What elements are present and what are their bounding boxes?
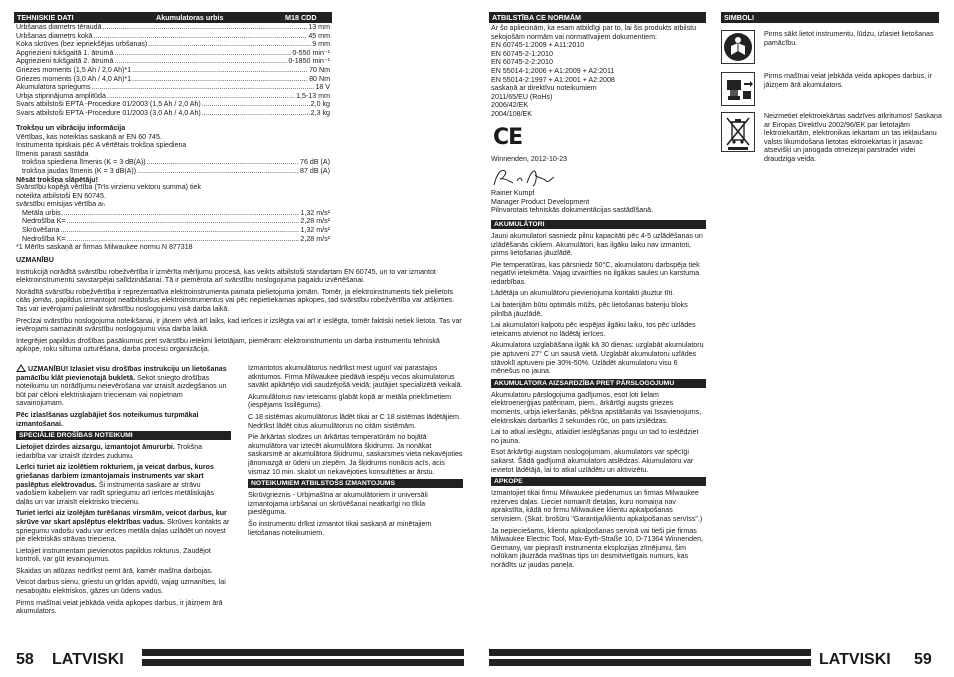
ce-directive: 2006/42/EK	[491, 101, 529, 110]
caution-paragraph: Integrējiet papildus drošības pasākumus pret svārstību ietekmi lietotājam, piemēram: elektroinstrumentu un darba instrumentu tehniskā apkope, roku siltuma uzturēšana, darba procesu organizācija.	[16, 336, 440, 354]
read-manual-icon	[721, 30, 755, 64]
noise-section	[16, 124, 330, 184]
footer-bar	[489, 649, 811, 656]
footer-bar	[142, 649, 464, 656]
ce-standard: EN 60745-2-1:2010	[491, 49, 553, 58]
battery-paragraph: C 18 sistēmas akumulātorus lādēt tikai ar C 18 sistēmas lādētājiem. Nedrīkst lādēt citus akumulātorus no citām sistēmām.	[248, 412, 461, 430]
caution-paragraph: Instrukcijā norādītā svārstību robežvērtība ir izmērīta mērījumu procesā, kas veikts atbilstoši standartam EN 60745, un to var izmantot elektroinstrumentu savstarpējai salīdzināšanai. Tā ir piemērota arī svārstību noslogojuma pagaidu izvērtēšanai.	[16, 267, 436, 285]
vibration-row: Nedrošība K= ..... 2,28 m/s²	[16, 217, 330, 226]
spec-header-title: TEHNISKIE DATI	[17, 13, 74, 22]
accu-paragraph: Akumulatora uzglabāšana ilgāk kā 30 dienas: uzglabāt akumulatoru pie aptuveni 27° C un sausā vietā. Uzglabāt akumulatoru uzlādes stāvoklī aptuveni pie 30%-50%. Uzlādēt akumulatoru visu 6 mēnešus no jauna.	[491, 341, 704, 376]
battery-remove-icon	[721, 72, 755, 106]
safety-rule: Lietojiet instrumentam pievienotos papildus rokturus. Zaudējot kontroli, var gūt ievainojumus.	[16, 546, 211, 564]
symbol-row	[721, 30, 939, 66]
service-paragraph: Izmantojiet tikai firmu Milwaukee piederumus un firmas Milwaukee rezerves daļas. Lieciet nomainīt detaļas, kuru nomaiņa nav aprakstīta, kādā no firmu Milwaukee klientu apkalpošanas servisiem. (Skat. brošūru "Garantija/klientu apkalpošanas servīss".)	[491, 489, 703, 523]
service-header: APKOPE	[491, 477, 706, 486]
vibration-row: Nedrošība K= ..... 2,28 m/s²	[16, 235, 330, 244]
ce-section	[491, 24, 706, 573]
signature	[491, 163, 706, 189]
signatory-name: Rainer Kumpf	[491, 189, 535, 198]
ear-protection-note: Nēsāt trokšņa slāpētāju!	[16, 175, 99, 184]
signatory-title: Manager Product Development	[491, 197, 590, 206]
spec-row: Apgriezieni tukšgaitā 1. ātrumā ..... 0-550 min⁻¹	[16, 49, 330, 58]
ce-standard: EN 55014-2:1997 + A1:2001 + A2:2008	[491, 75, 615, 84]
accu-paragraph: Jauni akumulatori sasniedz pilnu kapacitāti pēc 4-5 uzlādēšanas un izlādēšanās cikliem. Akumulātori, kas ilgāku laiku nav izmantoti, pirms lietošanas jāuzlādē.	[491, 231, 703, 258]
safety-rule: Skaidas un atlūzas nedrīkst ņemt ārā, kamēr mašīna darbojas.	[16, 566, 213, 575]
caution-paragraph: Precīzai svārstību noslogojuma noteikšanai, ir jāņem vērā arī laiks, kad ierīces ir izslēgta vai arī ir ieslēgta, tomēr faktiski netiek lietota. Tas var ievērojami samazināt svārstību noslogojumu visa darba laikā.	[16, 316, 462, 334]
vibration-row: Metāla urbis ..... 1,32 m/s²	[16, 209, 330, 218]
special-safety-header: SPECIĀLIE DROŠĪBAS NOTEIKUMI	[16, 431, 231, 440]
battery-paragraph: Akumulātorus nav ieteicams glabāt kopā ar metāla priekšmetiem (iespējams īssilēgums).	[248, 392, 452, 410]
keep-instructions-note: Pēc izlasīšanas uzglabājiet šos noteikumus turpmākai izmantošanai.	[16, 410, 199, 428]
protect-paragraph: Esot ārkārtīgi augstam noslogojumam, akumulators var spēcīgi sakarst. Šādā gadījumā akumulators atslēdzas. Akumulatoru var ievietot lādētājā, lai to atkal uzlādētu un aktivizētu.	[491, 448, 694, 474]
spec-header-bar	[14, 12, 332, 23]
page-number: 58	[16, 651, 34, 668]
spec-row: Urbšanas diametrs kokā ..... 45 mm	[16, 32, 330, 41]
usage-paragraph: Šo instrumentu drīkst izmantot tikai saskaņā ar minētajiem lietošanas noteikumiem.	[248, 519, 432, 537]
safety-rule: Lietojiet dzirdes aizsargu, izmantojot āmururbi. Trokšņa iedarbība var izraisīt dzirdes zudumu.	[16, 443, 203, 460]
vibration-section	[16, 183, 330, 252]
general-warning: UZMANĪBU! Izlasiet visu drošības instrukciju un lietošanas pamācību klāt pievienotajā bukletā. Sekot sniegto drošības noteikumu un norādījumu neievērošana var izraisīt aizdegšanos un būt par cēloni elektriskajam triecienam vai nopietnam savainojumam.	[16, 365, 227, 408]
protect-paragraph: Akumulatoru pārslogojuma gadījumos, esot ļoti lielam elektroenerģijas patēriņam, piem., ārkārtīgi augsts griezes moments, urbja iekeršanās, pēkšņa apstāšanās vai īssavienojums, elektriskais darbarīks 2 sekundes rūc, un pats izslēdzas.	[491, 390, 702, 425]
caution-paragraph: Norādītā svārstību robežvērtība ir reprezentatīva elektroinstrumenta pamata pielietojuma jomām. Tomēr, ja elektroinstruments tiek pielietots citās jomās, papildus izmantojot neatbilstošus elektroinstrumentus vai pēc nepietiekamas apkopes, tad svārstību robežvērtība var atšķirties. Tas var ievērojami palielināt svārstību noslogojumu visā darba laikā.	[16, 287, 455, 313]
noise-line: līmenis parasti sastāda	[16, 149, 89, 158]
accu-paragraph: Lai baterijām būtu optimāls mūžs, pēc lietošanas bateriju bloks pilnībā jāuzlādē.	[491, 301, 688, 318]
ce-place-date: Winnenden, 2012-10-23	[491, 154, 568, 163]
footer-left	[0, 647, 477, 673]
symbol-text: Pirms mašīnai veiat jebkāda veida apkopes darbus, ir jāizņem ārā akumulators.	[764, 72, 932, 89]
ce-directive: 2004/108/EK	[491, 109, 533, 118]
symbol-row	[721, 72, 939, 108]
footer-bar	[142, 659, 464, 666]
page-number: 59	[914, 651, 932, 668]
usage-paragraph: Skrūvgrieznis - Urbjmašīna ar akumulātoriem ir universāli izmantojama urbšanai un skrūvēšanai neatkarīgi no tīkla pieslēguma.	[248, 491, 428, 517]
ce-standard: EN 60745-1:2009 + A11:2010	[491, 41, 585, 50]
symbol-row	[721, 112, 942, 164]
spec-row: Griezes moments (1,5 Ah / 2,0 Ah)*1 ..... 70 Nm	[16, 66, 330, 75]
caution-section	[16, 256, 464, 357]
spec-row: Svars atbilstoši EPTA -Procedure 01/2003 (1,5 Ah / 2,0 Ah) ..... 2,0 kg	[16, 100, 330, 109]
spec-row: Svars atbilstoši EPTA -Procedure 01/2003 (3,0 Ah / 4,0 Ah) ..... 2,3 kg	[16, 109, 330, 118]
spec-row: Koka skrūves (bez iepriekšējas urbšanas) ..... 9 mm	[16, 40, 330, 49]
safety-rule: Veicot darbus sienu, griestu un grīdas apvidū, vajag uzmanīties, lai nesabojātu elektriskos, gāzes un ūdens vadus.	[16, 578, 226, 596]
accu-paragraph: Pie temperatūras, kas pārsniedz 50°C, akumulatoru darbspēja tiek negatīvi ietekmēta. Vajag izvairīties no ilgākas saules un karstuma iedarbības.	[491, 260, 700, 286]
vibration-footnote: *1 Mērīts saskaņā ar firmas Milwaukee normu N 877318	[16, 243, 193, 252]
noise-pressure-row: trokšņa spiediena līmenis (K = 3 dB(A)) ..... 76 dB (A)	[16, 158, 330, 167]
overload-protection-header: AKUMULATORA AIZSARDZĪBA PRET PĀRSLOGOJUMU	[491, 379, 706, 388]
battery-mid-column	[248, 364, 463, 540]
language-label: LATVISKI	[52, 651, 124, 668]
ce-intro: Ar šo apliecinām, ka esam atbildīgi par to, lai šis produkts atbilstu sekojošām normām vai normatīvajiem dokumentiem:	[491, 24, 697, 41]
noise-line: Vērtības, kas noteiktas saskaņā ar EN 60 745.	[16, 132, 162, 141]
footer-bar	[489, 659, 811, 666]
noise-power-row: trokšņa jaudas līmenis (K = 3 dB(A)) ..... 87 dB (A)	[16, 167, 330, 176]
spec-row: Griezes moments (3,0 Ah / 4,0 Ah)*1 ..... 80 Nm	[16, 75, 330, 84]
ce-directives-intro: saskaņā ar direktīvu noteikumiem	[491, 84, 597, 93]
vibration-line: svārstību emisijas vērtība aₕ	[16, 200, 105, 209]
spec-table	[16, 23, 330, 118]
safety-column	[16, 364, 231, 619]
safety-rule: Lerīci turiet aiz izolētiem rokturiem, ja veicat darbus, kuros griešanas darbiem izmantojamais instruments var skart paslēptus elektrovadus. Ši instrumenta saskare ar strāvu vadošiem kabeļiem var radīt spriegumu arī ierīces metāliskajās daļās un var izraisīt elektrisko triecienu.	[16, 463, 214, 506]
safety-rule: Pirms mašīnai veiat jebkāda veida apkopes darbus, ir jāizņem ārā akumulators.	[16, 598, 223, 616]
spec-row: Akumulatora spriegums ..... 18 V	[16, 83, 330, 92]
footer-right	[477, 647, 954, 673]
service-paragraph: Ja nepieciešams, klientu apkalpošanas servisā vai tieši pie firmas Milwaukee Electric Tool, Max-Eyth-Straße 10, D-71364 Winnenden, Germany, var pieprasīt instrumenta eksplozijas zīmējumu, šim nolūkam jāuzrāda mašīnas tips un desmitvietīgais numurs, kas norādīts uz jaudas paneļa.	[491, 526, 703, 569]
spec-header-model: M18 CDD	[285, 13, 317, 22]
safety-rule: Turiet ierīci aiz izolējām turēšanas virsmām, veicot darbus, kur skrūve var skart apslēptus elektrības vadus. Skrūves kontakts ar spriegumu vadošu vadu var ierīces metāla daļas uzlādēt un novest pie elektriskās strāvas trieciena.	[16, 509, 230, 544]
accu-paragraph: Lādētāja un akumulātoru pievienojuma kontakti jāuztur tīri.	[491, 289, 675, 298]
ce-header: ATBILSTĪBA CE NORMĀM	[489, 12, 706, 23]
ce-standard: EN 60745-2-2:2010	[491, 58, 553, 67]
accumulators-header: AKUMULĀTORI	[491, 220, 706, 229]
vibration-line: Svārstību kopējā vērtība (Trīs virzienu vektoru summa) tiek	[16, 183, 202, 191]
ce-standard: EN 55014-1:2006 + A1:2009 + A2:2011	[491, 66, 615, 75]
ce-mark-icon: CE	[493, 124, 523, 150]
battery-paragraph: Izmantotos akumulātorus nedrīkst mest ugunī vai parastajos atkritumos. Firma Milwaukee piedāvā iespēju vecos akumulatorus savākt apkārtējo vidi saudzējošā veidā; jautājiet specializētā veikalā.	[248, 364, 463, 390]
accu-paragraph: Lai akumulatori kalpotu pēc iespējas ilgāku laiku, tos pēc uzlādes ieteicams atvienot no lādētāj ierīces.	[491, 321, 696, 338]
language-label: LATVISKI	[819, 651, 891, 668]
spec-header-subtitle: Akumulatoras urbis	[156, 13, 224, 22]
spec-row: Apgriezieni tukšgaitā 2. ātrumā ..... 0-1850 min⁻¹	[16, 57, 330, 66]
noise-line: Instrumenta tipiskais pēc A vērtētais trokšņa spiediena	[16, 141, 187, 150]
warning-triangle-icon	[16, 364, 26, 372]
intended-use-header: NOTEIKUMIEM ATBILSTOŠS IZMANTOJUMS	[248, 479, 463, 488]
ce-directive: 2011/65/EU (RoHs)	[491, 92, 553, 101]
caution-heading: UZMANĪBU	[16, 256, 54, 264]
spec-row: Urbšanas diametrs tēraudā ..... 13 mm	[16, 23, 330, 32]
symbols-header: SIMBOLI	[721, 12, 939, 23]
symbol-text: Neizmetiet elektroiekārtas sadzīves atkritumos! Saskaņa ar Eiropas Direktīvu 2002/96/EK par lietotajām lektroiekartām, elektronikas iekartam un tas iekļaušanu valsts likumdošana lietotas ektroiekartas ir jasavac atsevišķi un janogada otrreizejai parstradei videi draudziga veida.	[764, 112, 942, 163]
noise-heading: Trokšņu un vibrāciju informācija	[16, 124, 126, 132]
spec-row: Urbja stiprinājuma amplitūda ..... 1,5-13 mm	[16, 92, 330, 101]
vibration-line: noteikta atbilstoši EN 60745.	[16, 191, 106, 200]
battery-paragraph: Pie ārkārtas slodzes un ārkārtas temperatūrām no bojātā akumulātora var iztecēt akumulātora šķidrums. Ja nonākat saskarsmē ar akumulātora šķidrumu, saskarsmes vieta nekavējoties jānomazgā ar ūdeni un ziepēm. Ja šķidrums nonācis acīs, acis vismaz 10 min. skalot un nekavējoties konsultēties ar ārstu.	[248, 433, 463, 476]
vibration-row: Skrūvēšana ..... 1,32 m/s²	[16, 226, 330, 235]
signature-icon	[491, 165, 561, 189]
signatory-authorization: Pilnvarotais tehniskās dokumentācijas sastādīšanā.	[491, 206, 654, 215]
protect-paragraph: Lai to atkal ieslēgtu, atlaidiet ieslēgšanas pogu un tad to ieslēdziet no jauna.	[491, 428, 699, 445]
weee-bin-icon	[721, 112, 755, 152]
symbol-text: Pirms sākt lietot instrumentu, lūdzu, izlasiet lietošanas pamācību.	[764, 30, 934, 47]
